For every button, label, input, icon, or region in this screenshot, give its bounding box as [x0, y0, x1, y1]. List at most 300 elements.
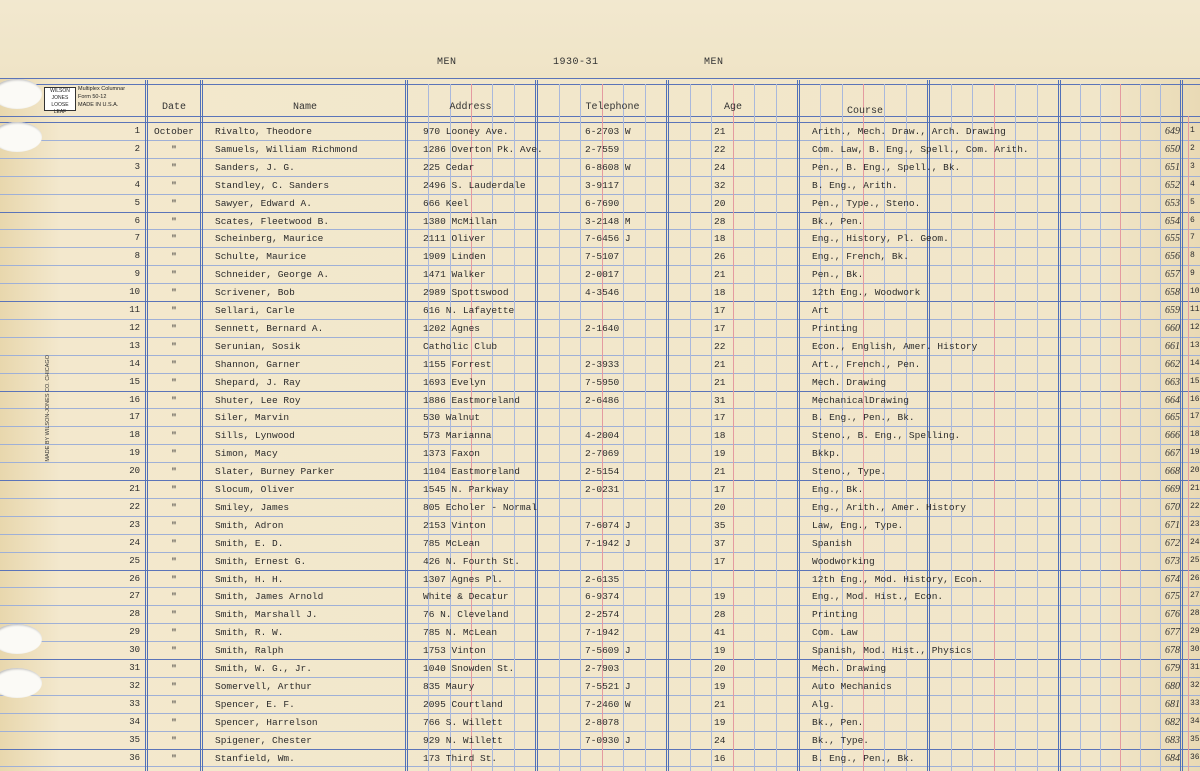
row-number-right: 15 [1190, 377, 1200, 386]
ledger-row [0, 427, 1200, 445]
entry-name: Smith, W. G., Jr. [215, 663, 312, 674]
entry-telephone: 2-7903 [585, 663, 620, 674]
entry-age: 18 [714, 233, 726, 244]
row-number-right: 24 [1190, 538, 1200, 547]
entry-age: 28 [714, 216, 726, 227]
entry-address: 616 N. Lafayette [423, 305, 515, 316]
entry-name: Stanfield, Wm. [215, 753, 295, 764]
row-number-right: 30 [1190, 645, 1200, 654]
ledger-row [0, 195, 1200, 213]
side-imprint: MADE BY WILSON-JONES CO. CHICAGO [45, 355, 51, 462]
entry-age: 19 [714, 591, 726, 602]
entry-address: 1753 Vinton [423, 645, 486, 656]
row-number-right: 14 [1190, 359, 1200, 368]
entry-address: 835 Maury [423, 681, 475, 692]
entry-date: " [171, 359, 177, 370]
entry-course: 12th Eng., Mod. History, Econ. [812, 574, 984, 585]
row-number-right: 10 [1190, 287, 1200, 296]
entry-name: Scheinberg, Maurice [215, 233, 324, 244]
ledger-row [0, 409, 1200, 427]
row-number-right: 36 [1190, 753, 1200, 762]
entry-address: 1202 Agnes [423, 323, 481, 334]
ledger-row [0, 177, 1200, 195]
ledger-row [0, 624, 1200, 642]
entry-date: " [171, 448, 177, 459]
entry-ref-number: 669 [1165, 484, 1180, 495]
entry-age: 19 [714, 717, 726, 728]
entry-age: 24 [714, 162, 726, 173]
entry-telephone: 2-8078 [585, 717, 620, 728]
entry-age: 17 [714, 323, 726, 334]
ledger-row [0, 338, 1200, 356]
form-origin: MADE IN U.S.A. [78, 102, 119, 108]
entry-name: Smith, Ernest G. [215, 556, 307, 567]
ledger-row [0, 571, 1200, 589]
entry-course: Mech. Drawing [812, 663, 887, 674]
entry-course: Steno., B. Eng., Spelling. [812, 430, 961, 441]
row-number: 9 [134, 269, 140, 279]
entry-address: 2095 Courtland [423, 699, 503, 710]
entry-course: Econ., English, Amer. History [812, 341, 978, 352]
entry-age: 22 [714, 341, 726, 352]
ledger-row [0, 159, 1200, 177]
entry-course: Auto Mechanics [812, 681, 892, 692]
row-number-right: 18 [1190, 430, 1200, 439]
ledger-row [0, 123, 1200, 141]
row-number: 1 [134, 126, 140, 136]
entry-date: " [171, 627, 177, 638]
entry-age: 19 [714, 681, 726, 692]
entry-address: 573 Marianna [423, 430, 492, 441]
entry-address: 805 Echoler - Normal [423, 502, 538, 513]
entry-age: 17 [714, 412, 726, 423]
entry-name: Smith, R. W. [215, 627, 284, 638]
entry-date: " [171, 502, 177, 513]
row-number: 35 [129, 735, 140, 745]
entry-ref-number: 654 [1165, 216, 1180, 227]
column-header-age: Age [723, 102, 742, 113]
row-number: 31 [129, 663, 140, 673]
entry-age: 19 [714, 448, 726, 459]
entry-date: " [171, 484, 177, 495]
entry-name: Slater, Burney Parker [215, 466, 335, 477]
entry-name: Smith, E. D. [215, 538, 284, 549]
entry-address: 173 Third St. [423, 753, 498, 764]
entry-name: Schneider, George A. [215, 269, 330, 280]
ledger-row [0, 463, 1200, 481]
ledger-row [0, 678, 1200, 696]
row-number-right: 25 [1190, 556, 1200, 565]
entry-name: Smith, Ralph [215, 645, 284, 656]
entry-date: " [171, 216, 177, 227]
entry-course: B. Eng., Pen., Bk. [812, 753, 915, 764]
entry-date: " [171, 287, 177, 298]
entry-ref-number: 674 [1165, 574, 1180, 585]
entry-name: Spencer, Harrelson [215, 717, 318, 728]
entry-name: Rivalto, Theodore [215, 126, 312, 137]
entry-date: " [171, 341, 177, 352]
row-number-right: 11 [1190, 305, 1200, 314]
row-number-right: 27 [1190, 591, 1200, 600]
entry-age: 20 [714, 663, 726, 674]
header-rule [0, 78, 1200, 79]
entry-name: Samuels, William Richmond [215, 144, 358, 155]
row-number: 4 [134, 180, 140, 190]
entry-name: Simon, Macy [215, 448, 278, 459]
entry-ref-number: 659 [1165, 305, 1180, 316]
row-number: 10 [129, 287, 140, 297]
entry-age: 17 [714, 484, 726, 495]
row-number: 36 [129, 753, 140, 763]
entry-telephone: 2-3933 [585, 359, 620, 370]
row-number: 11 [129, 305, 140, 315]
row-number-right: 28 [1190, 609, 1200, 618]
entry-age: 20 [714, 198, 726, 209]
entry-ref-number: 661 [1165, 341, 1180, 352]
row-number-right: 12 [1190, 323, 1200, 332]
entry-ref-number: 657 [1165, 269, 1180, 280]
entry-telephone: 2-0231 [585, 484, 620, 495]
row-number-right: 29 [1190, 627, 1200, 636]
row-number-right: 5 [1190, 198, 1195, 207]
row-number: 20 [129, 466, 140, 476]
entry-age: 32 [714, 180, 726, 191]
column-header-name: Name [292, 102, 317, 113]
entry-date: October [154, 126, 194, 137]
entry-address: 1886 Eastmoreland [423, 395, 520, 406]
ledger-row [0, 141, 1200, 159]
entry-name: Shuter, Lee Roy [215, 395, 301, 406]
entry-telephone: 7-1942 J [585, 538, 631, 549]
row-number-right: 3 [1190, 162, 1195, 171]
entry-course: Steno., Type. [812, 466, 887, 477]
row-number-right: 19 [1190, 448, 1200, 457]
entry-name: Schulte, Maurice [215, 251, 307, 262]
ledger-row [0, 535, 1200, 553]
entry-course: Bk., Type. [812, 735, 870, 746]
entry-address: 426 N. Fourth St. [423, 556, 520, 567]
entry-telephone: 7-5609 J [585, 645, 631, 656]
row-number: 33 [129, 699, 140, 709]
entry-course: Pen., Bk. [812, 269, 864, 280]
entry-address: 2989 Spottswood [423, 287, 509, 298]
entry-course: Com. Law, B. Eng., Spell., Com. Arith. [812, 144, 1029, 155]
entry-date: " [171, 591, 177, 602]
ledger-row [0, 696, 1200, 714]
row-number: 24 [129, 538, 140, 548]
entry-telephone: 7-2460 W [585, 699, 631, 710]
entry-ref-number: 677 [1165, 627, 1180, 638]
row-number-right: 6 [1190, 216, 1195, 225]
entry-address: 1286 Overton Pk. Ave. [423, 144, 543, 155]
row-number: 23 [129, 520, 140, 530]
entry-ref-number: 664 [1165, 395, 1180, 406]
ledger-row [0, 499, 1200, 517]
row-number: 32 [129, 681, 140, 691]
row-number: 14 [129, 359, 140, 369]
row-number: 15 [129, 377, 140, 387]
entry-ref-number: 679 [1165, 663, 1180, 674]
entry-course: Arith., Mech. Draw., Arch. Drawing [812, 126, 1006, 137]
entry-course: B. Eng., Pen., Bk. [812, 412, 915, 423]
entry-course: Mech. Drawing [812, 377, 887, 388]
entry-address: 970 Looney Ave. [423, 126, 509, 137]
entry-age: 16 [714, 753, 726, 764]
entry-ref-number: 678 [1165, 645, 1180, 656]
entry-telephone: 2-0017 [585, 269, 620, 280]
ledger-row [0, 248, 1200, 266]
entry-name: Spencer, E. F. [215, 699, 295, 710]
column-header-course: Course [846, 106, 883, 117]
entry-telephone: 7-5107 [585, 251, 620, 262]
entry-course: Printing [812, 609, 858, 620]
entry-address: 1909 Linden [423, 251, 486, 262]
entry-course: Eng., Bk. [812, 484, 864, 495]
manufacturer-logo: WILSON JONES LOOSE LEAF [44, 87, 76, 111]
entry-course: Pen., B. Eng., Spell., Bk. [812, 162, 961, 173]
entry-name: Smith, Marshall J. [215, 609, 318, 620]
entry-name: Scrivener, Bob [215, 287, 295, 298]
row-number-right: 22 [1190, 502, 1200, 511]
entry-ref-number: 682 [1165, 717, 1180, 728]
binder-hole [0, 79, 42, 109]
entry-address: 766 S. Willett [423, 717, 503, 728]
entry-address: 785 N. McLean [423, 627, 498, 638]
entry-address: 76 N. Cleveland [423, 609, 509, 620]
entry-age: 18 [714, 287, 726, 298]
entry-date: " [171, 269, 177, 280]
entry-course: B. Eng., Arith. [812, 180, 898, 191]
entry-ref-number: 660 [1165, 323, 1180, 334]
entry-telephone: 6-8608 W [585, 162, 631, 173]
entry-ref-number: 658 [1165, 287, 1180, 298]
row-number-right: 34 [1190, 717, 1200, 726]
entry-telephone: 6-7690 [585, 198, 620, 209]
entry-ref-number: 673 [1165, 556, 1180, 567]
header-center: 1930-31 [553, 57, 599, 68]
entry-age: 17 [714, 305, 726, 316]
entry-ref-number: 670 [1165, 502, 1180, 513]
row-number-right: 31 [1190, 663, 1200, 672]
entry-date: " [171, 609, 177, 620]
entry-address: 929 N. Willett [423, 735, 503, 746]
ledger-row [0, 320, 1200, 338]
ledger-row [0, 606, 1200, 624]
entry-ref-number: 656 [1165, 251, 1180, 262]
entry-address: 1545 N. Parkway [423, 484, 509, 495]
entry-name: Standley, C. Sanders [215, 180, 330, 191]
ledger-row [0, 481, 1200, 499]
entry-age: 26 [714, 251, 726, 262]
row-number: 34 [129, 717, 140, 727]
ledger-row [0, 517, 1200, 535]
row-number: 30 [129, 645, 140, 655]
entry-ref-number: 672 [1165, 538, 1180, 549]
entry-date: " [171, 377, 177, 388]
entry-date: " [171, 753, 177, 764]
row-number: 16 [129, 395, 140, 405]
entry-course: Printing [812, 323, 858, 334]
entry-ref-number: 650 [1165, 144, 1180, 155]
entry-age: 35 [714, 520, 726, 531]
entry-date: " [171, 466, 177, 477]
entry-address: 666 Keel [423, 198, 469, 209]
entry-ref-number: 663 [1165, 377, 1180, 388]
entry-telephone: 3-2148 M [585, 216, 631, 227]
entry-address: 1693 Evelyn [423, 377, 486, 388]
entry-age: 22 [714, 144, 726, 155]
ledger-row [0, 553, 1200, 571]
entry-telephone: 2-7559 [585, 144, 620, 155]
row-number: 5 [134, 198, 140, 208]
entry-address: 225 Cedar [423, 162, 475, 173]
entry-ref-number: 675 [1165, 591, 1180, 602]
entry-age: 28 [714, 609, 726, 620]
entry-date: " [171, 735, 177, 746]
entry-date: " [171, 395, 177, 406]
entry-age: 21 [714, 126, 726, 137]
entry-age: 37 [714, 538, 726, 549]
entry-date: " [171, 717, 177, 728]
entry-ref-number: 681 [1165, 699, 1180, 710]
row-number: 26 [129, 574, 140, 584]
row-number-right: 23 [1190, 520, 1200, 529]
entry-name: Spigener, Chester [215, 735, 312, 746]
entry-address: 1307 Agnes Pl. [423, 574, 503, 585]
entry-age: 31 [714, 395, 726, 406]
entry-course: Spanish [812, 538, 852, 549]
entry-date: " [171, 251, 177, 262]
ledger-row [0, 356, 1200, 374]
entry-address: 2111 Oliver [423, 233, 486, 244]
entry-course: Alg. [812, 699, 835, 710]
entry-date: " [171, 180, 177, 191]
entry-date: " [171, 430, 177, 441]
row-number: 8 [134, 251, 140, 261]
entry-address: 2153 Vinton [423, 520, 486, 531]
entry-address: 1380 McMillan [423, 216, 498, 227]
entry-name: Sellari, Carle [215, 305, 295, 316]
row-number: 2 [134, 144, 140, 154]
ledger-row [0, 714, 1200, 732]
row-number: 19 [129, 448, 140, 458]
entry-name: Siler, Marvin [215, 412, 290, 423]
entry-name: Smith, Adron [215, 520, 284, 531]
page-top-margin [0, 0, 1200, 78]
entry-course: Bk., Pen. [812, 717, 864, 728]
ledger-row [0, 230, 1200, 248]
form-number: Form 50-12 [78, 94, 107, 100]
ledger-row [0, 588, 1200, 606]
ledger-row [0, 284, 1200, 302]
entry-name: Somervell, Arthur [215, 681, 312, 692]
row-number-right: 8 [1190, 251, 1195, 260]
row-number-right: 33 [1190, 699, 1200, 708]
entry-address: 1373 Faxon [423, 448, 481, 459]
entry-address: 530 Walnut [423, 412, 481, 423]
entry-course: Woodworking [812, 556, 875, 567]
entry-age: 21 [714, 699, 726, 710]
entry-name: Smith, H. H. [215, 574, 284, 585]
form-imprint [44, 85, 139, 113]
ledger-row [0, 750, 1200, 768]
row-number-right: 20 [1190, 466, 1200, 475]
form-title: Multiplex Columnar [78, 86, 126, 92]
entry-name: Sawyer, Edward A. [215, 198, 312, 209]
row-number: 3 [134, 162, 140, 172]
ledger-row [0, 374, 1200, 392]
entry-date: " [171, 162, 177, 173]
entry-name: Shannon, Garner [215, 359, 301, 370]
entry-telephone: 7-5521 J [585, 681, 631, 692]
entry-course: Art., French., Pen. [812, 359, 921, 370]
row-number: 21 [129, 484, 140, 494]
entry-course: Bk., Pen. [812, 216, 864, 227]
entry-telephone: 7-6456 J [585, 233, 631, 244]
entry-address: 1155 Forrest [423, 359, 492, 370]
entry-address: White & Decatur [423, 591, 509, 602]
entry-telephone: 6-9374 [585, 591, 620, 602]
entry-telephone: 7-5950 [585, 377, 620, 388]
row-number-right: 4 [1190, 180, 1195, 189]
ledger-row [0, 266, 1200, 284]
entry-telephone: 2-2574 [585, 609, 620, 620]
entry-address: 785 McLean [423, 538, 481, 549]
entry-age: 17 [714, 556, 726, 567]
entry-date: " [171, 556, 177, 567]
ledger-row [0, 445, 1200, 463]
entry-course: Eng., History, Pl. Geom. [812, 233, 949, 244]
entry-address: 1040 Snowden St. [423, 663, 515, 674]
entry-name: Scates, Fleetwood B. [215, 216, 330, 227]
entry-name: Serunian, Sosik [215, 341, 301, 352]
row-number: 12 [129, 323, 140, 333]
entry-course: Com. Law [812, 627, 858, 638]
header-left: MEN [437, 57, 457, 68]
header-rule [0, 116, 1200, 117]
entry-telephone: 7-6074 J [585, 520, 631, 531]
entry-course: Bkkp. [812, 448, 841, 459]
ledger-row [0, 302, 1200, 320]
entry-course: Art [812, 305, 830, 316]
row-number: 29 [129, 627, 140, 637]
entry-name: Shepard, J. Ray [215, 377, 301, 388]
entry-date: " [171, 663, 177, 674]
entry-date: " [171, 574, 177, 585]
ledger-row [0, 660, 1200, 678]
entry-age: 21 [714, 466, 726, 477]
entry-date: " [171, 520, 177, 531]
entry-telephone: 2-1640 [585, 323, 620, 334]
entry-ref-number: 652 [1165, 180, 1180, 191]
entry-telephone: 2-6135 [585, 574, 620, 585]
entry-address: 1471 Walker [423, 269, 486, 280]
entry-date: " [171, 144, 177, 155]
row-number: 28 [129, 609, 140, 619]
entry-age: 41 [714, 627, 726, 638]
ledger-row [0, 213, 1200, 231]
entry-date: " [171, 323, 177, 334]
entry-age: 21 [714, 269, 726, 280]
entry-ref-number: 666 [1165, 430, 1180, 441]
row-number-right: 32 [1190, 681, 1200, 690]
row-number: 6 [134, 216, 140, 226]
row-number-right: 7 [1190, 233, 1195, 242]
entry-telephone: 7-0930 J [585, 735, 631, 746]
entry-ref-number: 653 [1165, 198, 1180, 209]
entry-ref-number: 684 [1165, 753, 1180, 764]
entry-date: " [171, 412, 177, 423]
